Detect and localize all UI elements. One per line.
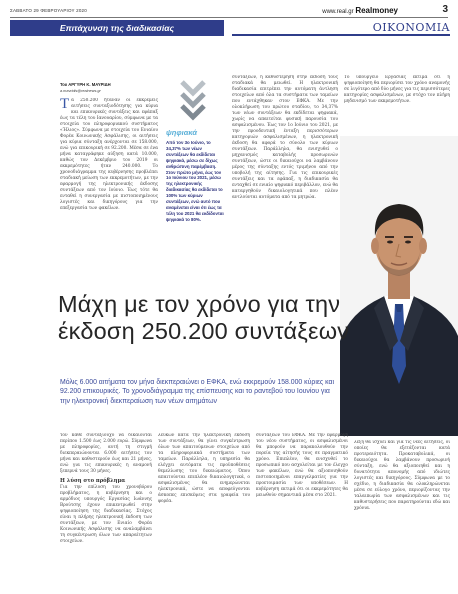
- portrait-illustration: [340, 136, 458, 436]
- author-email: a.mavridis@realnews.gr: [60, 89, 101, 93]
- standfirst: Μόλις 6.000 αιτήματα τον μήνα διεκπεραιώνει ο ΕΦΚΑ, ενώ εκκρεμούν 158.000 κύριες και 92.200 επικουρικές. Το χρονοδιάγραμμα της επίσπευσης και το ραντεβού του Ιουνίου για την ηλεκτρονική διεκπεραίωση των νέων αιτημάτων: [60, 379, 335, 405]
- drop-cap: Τ: [60, 98, 70, 112]
- body-column-1: [60, 98, 158, 288]
- chevrons-down-icon: [168, 76, 218, 124]
- issue-date: ΣΑΒΒΑΤΟ 29 ΦΕΒΡΟΥΑΡΙΟΥ 2020: [10, 8, 87, 13]
- factbox: [166, 128, 224, 288]
- site-url: www.real.gr: [322, 9, 354, 15]
- byline: Του ΑΡΓΥΡΗ Κ. ΜΑΥΡΙΔΗ: [60, 82, 111, 87]
- story-kicker: Επιτάχυνση της διαδικασίας: [10, 20, 224, 36]
- body-text: τον κάθε συνταξιούχο να δικαιούται περίπου 1.500 έως 2.000 ευρώ. Σύμφωνα με πληροφορίες, αυτή τη στιγμή διεκπεραιώνονται 6.000 αιτήσεις τον μήνα και καθυστερούν έως και 21 μήνες, ενώ για τις επικουρικές η αναμονή ξεπερνά τους 30 μήνες.: [60, 433, 152, 474]
- body-text: α 250.200 ήταναν οι εκκρεμείς αιτήσεις συνταξιοδότησης για κύρια και επικουρικές συντάξεις και εφάπαξ έως τα τέλη του Ιανουαρίου, σύμφωνα με τα στοιχεία του πληροφοριακού συστήματος «Ήλιος». Σύμφωνα με στοιχεία του Ενιαίου Φορέα Κοινωνικής Ασφάλισης, οι αιτήσεις για κύρια σύνταξη ανέρχονται σε 158.000, ενώ για επικουρική σε 92.200. Μέσα σε ένα μήνα καταγράφηκε αύξηση κατά 10.000, καθώς τον Δεκέμβριο του 2019 οι εκκρεμότητες ήταν 240.000. Το χρονοδιάγραμμα της κυβέρνησης προβλέπει σταδιακή μείωση των εκκρεμοτήτων, με την εφαρμογή της ηλεκτρονικής έκδοσης συντάξεων από τον Ιούνιο. Έως τότε θα ενταθεί η συνεργασία με πιστοποιημένους λογιστές και δικηγόρους για την επεξεργασία των φακέλων.: [60, 98, 158, 211]
- brand-name: Realmoney: [355, 6, 398, 15]
- subheading: Η λύση στο πρόβλημα: [60, 478, 126, 484]
- body-column-3: Το υπουργείο Εργασίας εκτιμά ότι η ψηφιοποίηση θα περιορίσει τον χρόνο αναμονής σε λιγότερο από δύο μήνες για τις περισσότερες κατηγορίες ασφαλισμένων, με στόχο τον πλήρη μηδενισμό των εκκρεμοτήτων.: [344, 75, 450, 104]
- portrait-photo: [340, 136, 458, 436]
- body-bottom-column-1: [60, 433, 152, 591]
- body-text: Για την επίλυση του χρονοβόρου προβλήματος, η κυβέρνηση και ο αρμόδιος υπουργός Εργασίας Ιωάννης Βρούτσης έχουν επικεντρωθεί στην ψηφιοποίηση της διαδικασίας. Στόχος είναι η πλήρης ηλεκτρονική έκδοση των συντάξεων, με τον Ενιαίο Φορέα Κοινωνικής Ασφάλισης να αναλαμβάνει τη συγκέντρωση όλων των απαραίτητων στοιχείων.: [60, 485, 152, 544]
- factbox-title: ψηφιακά: [166, 128, 197, 137]
- body-bottom-column-4: λεξη θα ισχύει και για τις νέες αιτήσεις, οι οποίες θα εξετάζονται κατά προτεραιότητα. Προκαταβολικά, οι δικαιούχοι θα λαμβάνουν προσωρινή σύνταξη, ενώ θα αξιοποιηθεί και η δυνατότητα απονομής από ιδιώτες λογιστές και δικηγόρους. Σύμφωνα με το σχέδιο, η διαδικασία θα ολοκληρώνεται μέσα σε εύλογο χρόνο, περιορίζοντας την ταλαιπωρία των ασφαλισμένων και τις καθυστερήσεις που παρατηρούνται εδώ και χρόνια.: [354, 440, 450, 511]
- section-label: ΟΙΚΟΝΟΜΙΑ: [232, 20, 450, 36]
- factbox-text: Από τον 3ο Ιούνιο, το 34,37% των νέων συντάξεων θα εκδίδεται ψηφιακά, μέσω σε δίχως ανθρώπινη παρέμβαση. Στον πρώτο μήνα, έως τον 1ο Ιούνιου του 2021, μέσω της ηλεκτρονικής διαδικασίας θα εκδίδεται το 100% των κύριων συντάξεων, ενώ αυτό που αναμένεται είναι ότι έως τα τέλη του 2021 θα εκδίδονται ψηφιακά το 80%.: [166, 140, 224, 222]
- header-divider: [10, 17, 448, 18]
- brand-logo: [322, 6, 398, 15]
- body-bottom-column-2: λευκών κατά την ηλεκτρονική έκδοση των συντάξεων, θα γίνει συγκέντρωση όλων των απαιτούμενων στοιχείων από τα πληροφοριακά συστήματα των ταμείων. Παράλληλα, η υπηρεσία θα ελέγχει αυτόματα τις προϋποθέσεις θεμελίωσης του δικαιώματος. Όπου απαιτούνται επιπλέον δικαιολογητικά, ο ασφαλισμένος θα ενημερώνεται ηλεκτρονικά, ώστε να αποφεύγονται άσκοπες επισκέψεις στα γραφεία του φορέα.: [158, 433, 250, 504]
- headline: Μάχη με τον χρόνο για την έκδοση 250.200 συντάξεων: [58, 291, 350, 344]
- body-column-2: συντάξεων, η καθυστέρηση στην έκδοση τους σταδιακά θα μειωθεί. Η ηλεκτρονική διαδικασία επιτρέπει την αυτόματη άντληση στοιχείων από όλα τα συστήματα των ταμείων που εντάχθηκαν στον ΕΦΚΑ. Με την ολοκλήρωση του πρώτου σταδίου, το 34,37% των νέων συντάξεων θα εκδίδεται ψηφιακά, χωρίς να απαιτείται φυσική παρουσία του ασφαλισμένου. Έως τον 1ο Ιούνιο του 2021, με την προοδευτική ένταξη περισσότερων κατηγοριών ασφαλισμένων, η ηλεκτρονική έκδοση θα αφορά το σύνολο των κύριων συντάξεων. Παράλληλα, θα ενισχυθεί ο μηχανισμός καταβολής προσωρινών συντάξεων, ώστε οι δικαιούχοι να λαμβάνουν μέρος της σύνταξης εντός τριμήνου από την υποβολή της αίτησης. Για τις επικουρικές συντάξεις και τα εφάπαξ, η διαδικασία θα ενταχθεί σε ενιαίο ψηφιακό περιβάλλον, ενώ θα καταργηθούν δικαιολογητικά που πλέον αντλούνται αυτόματα από τα μητρώα.: [232, 75, 338, 200]
- page-number: 3: [442, 4, 448, 15]
- body-bottom-column-3: συντάξεων του ΕΦΚΑ. Με την εφαρμογή του νέου συστήματος, οι ασφαλισμένοι θα μπορούν να παρακολουθούν την πορεία της αίτησής τους σε πραγματικό χρόνο. Επιπλέον, θα ενισχυθεί το προσωπικό που ασχολείται με τον έλεγχο των φακέλων, ενώ θα αξιοποιηθούν πιστοποιημένοι επαγγελματίες για την προετοιμασία των υποθέσεων. Η κυβέρνηση εκτιμά ότι οι εκκρεμότητες θα μειωθούν σημαντικά μέσα στο 2021.: [256, 433, 348, 498]
